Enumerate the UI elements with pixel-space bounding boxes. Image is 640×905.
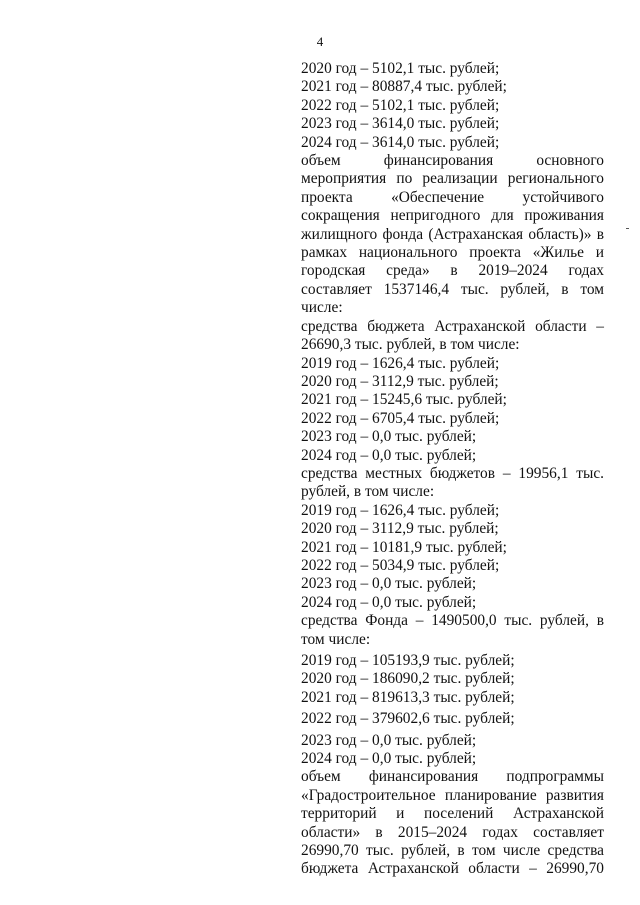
text-line: 2023 год – 0,0 тыс. рублей; bbox=[301, 428, 477, 446]
text-line: мероприятия по реализации регионального bbox=[301, 170, 604, 188]
text-line: 2022 год – 5034,9 тыс. рублей; bbox=[301, 556, 500, 574]
text-line: 2021 год – 80887,4 тыс. рублей; bbox=[301, 78, 507, 96]
text-line: 2022 год – 6705,4 тыс. рублей; bbox=[301, 409, 500, 427]
text-line: территорий и поселений Астраханской bbox=[301, 805, 604, 823]
text-line: городская среда» в 2019–2024 годах bbox=[301, 262, 604, 280]
text-line: том числе: bbox=[301, 630, 371, 648]
page-number: 4 bbox=[316, 34, 324, 49]
text-line: 2019 год – 105193,9 тыс. рублей; bbox=[301, 652, 515, 669]
document-body bbox=[301, 60, 604, 879]
text-line: сокращения непригодного для проживания bbox=[301, 207, 604, 225]
text-line: рублей, в том числе: bbox=[301, 483, 435, 501]
scan-mark bbox=[626, 228, 629, 229]
text-line: 2024 год – 0,0 тыс. рублей; bbox=[301, 593, 477, 611]
text-line: 2024 год – 3614,0 тыс. рублей; bbox=[301, 133, 500, 151]
text-line: числе: bbox=[301, 299, 343, 317]
text-line: 2024 год – 0,0 тыс. рублей; bbox=[301, 750, 477, 768]
text-line: рамках национального проекта «Жилье и bbox=[301, 244, 604, 262]
text-line: 2019 год – 1626,4 тыс. рублей; bbox=[301, 501, 500, 519]
text-line: 2019 год – 1626,4 тыс. рублей; bbox=[301, 354, 500, 372]
text-line: 2022 год – 379602,6 тыс. рублей; bbox=[301, 710, 515, 728]
text-line: 2020 год – 5102,1 тыс. рублей; bbox=[301, 60, 500, 77]
text-line: 2021 год – 819613,3 тыс. рублей; bbox=[301, 688, 515, 706]
text-line: 2023 год – 0,0 тыс. рублей; bbox=[301, 575, 477, 593]
text-line: 26990,70 тыс. рублей, в том числе средства bbox=[301, 842, 604, 860]
text-line: области» в 2015–2024 годах составляет bbox=[301, 823, 604, 841]
text-line: 26690,3 тыс. рублей, в том числе: bbox=[301, 336, 520, 354]
text-line: «Градостроительное планирование развития bbox=[301, 786, 604, 804]
text-line: составляет 1537146,4 тыс. рублей, в том bbox=[301, 280, 604, 298]
text-line: 2023 год – 0,0 тыс. рублей; bbox=[301, 731, 477, 749]
text-line: 2021 год – 10181,9 тыс. рублей; bbox=[301, 538, 507, 556]
text-line: объем финансирования основного bbox=[301, 152, 604, 170]
text-line: бюджета Астраханской области – 26990,70 bbox=[301, 860, 604, 878]
text-line: средства бюджета Астраханской области – bbox=[301, 317, 604, 335]
text-line: объем финансирования подпрограммы bbox=[301, 768, 604, 786]
text-line: средства Фонда – 1490500,0 тыс. рублей, в bbox=[301, 612, 604, 630]
text-line: 2024 год – 0,0 тыс. рублей; bbox=[301, 446, 477, 464]
text-line: средства местных бюджетов – 19956,1 тыс. bbox=[301, 464, 604, 482]
text-line: жилищного фонда (Астраханская область)» в bbox=[301, 225, 604, 243]
text-line: 2022 год – 5102,1 тыс. рублей; bbox=[301, 96, 500, 114]
text-line: проекта «Обеспечение устойчивого bbox=[301, 188, 604, 206]
text-line: 2023 год – 3614,0 тыс. рублей; bbox=[301, 115, 500, 133]
text-line: 2020 год – 3112,9 тыс. рублей; bbox=[301, 520, 499, 538]
text-line: 2020 год – 3112,9 тыс. рублей; bbox=[301, 372, 499, 390]
text-line: 2020 год – 186090,2 тыс. рублей; bbox=[301, 670, 515, 688]
text-line: 2021 год – 15245,6 тыс. рублей; bbox=[301, 391, 507, 409]
